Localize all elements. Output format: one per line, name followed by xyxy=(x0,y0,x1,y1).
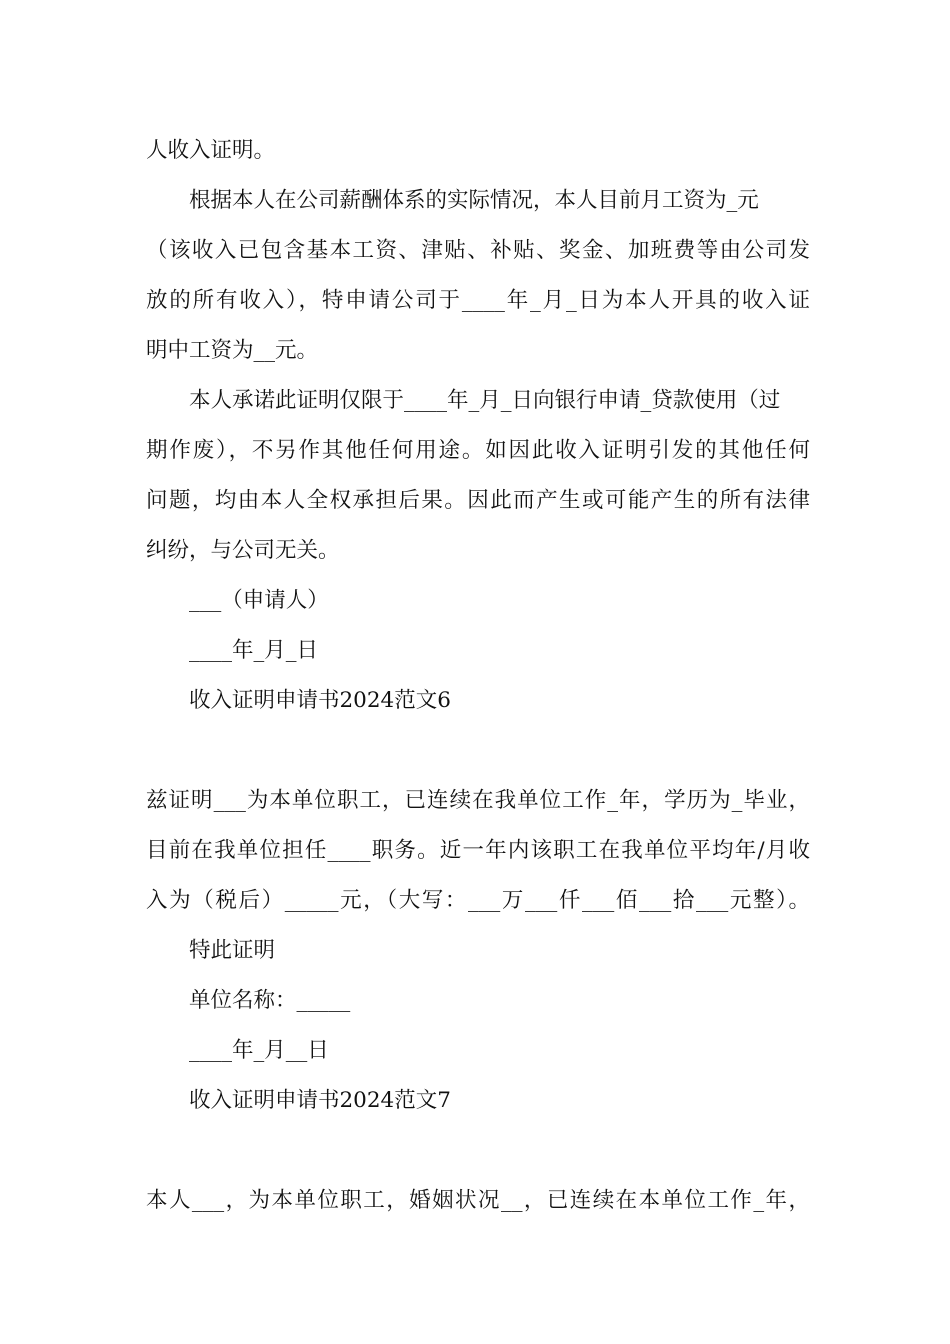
paragraph-line: 人收入证明。 xyxy=(146,138,276,163)
date-line: ____年_月_日 xyxy=(189,638,319,663)
date-line: ____年_月__日 xyxy=(189,1038,329,1063)
paragraph-line: 本人承诺此证明仅限于____年_月_日向银行申请_贷款使用（过 xyxy=(189,388,781,413)
unit-name-line: 单位名称：_____ xyxy=(189,988,351,1013)
paragraph-line: 兹证明___为本单位职工，已连续在我单位工作_年，学历为_毕业， xyxy=(146,788,810,813)
paragraph-line: 入为（税后）_____元，（大写：___万___仟___佰___拾___元整）。 xyxy=(146,888,810,913)
signature-line: ___（申请人） xyxy=(189,588,329,613)
paragraph-line: 根据本人在公司薪酬体系的实际情况，本人目前月工资为_元 xyxy=(189,188,759,213)
section-heading: 收入证明申请书2024范文7 xyxy=(189,1088,451,1113)
paragraph-line: 本人___，为本单位职工，婚姻状况__，已连续在本单位工作_年， xyxy=(146,1188,810,1213)
section-heading: 收入证明申请书2024范文6 xyxy=(189,688,451,713)
paragraph-line: 纠纷，与公司无关。 xyxy=(146,538,340,563)
paragraph-line: 问题，均由本人全权承担后果。因此而产生或可能产生的所有法律 xyxy=(146,488,810,513)
paragraph-line: 明中工资为__元。 xyxy=(146,338,319,363)
paragraph-line: 期作废），不另作其他任何用途。如因此收入证明引发的其他任何 xyxy=(146,438,810,463)
paragraph-line: 放的所有收入），特申请公司于____年_月_日为本人开具的收入证 xyxy=(146,288,810,313)
paragraph-line: 特此证明 xyxy=(189,938,276,963)
paragraph-line: （该收入已包含基本工资、津贴、补贴、奖金、加班费等由公司发 xyxy=(146,238,810,263)
paragraph-line: 目前在我单位担任____职务。近一年内该职工在我单位平均年/月收 xyxy=(146,838,810,863)
